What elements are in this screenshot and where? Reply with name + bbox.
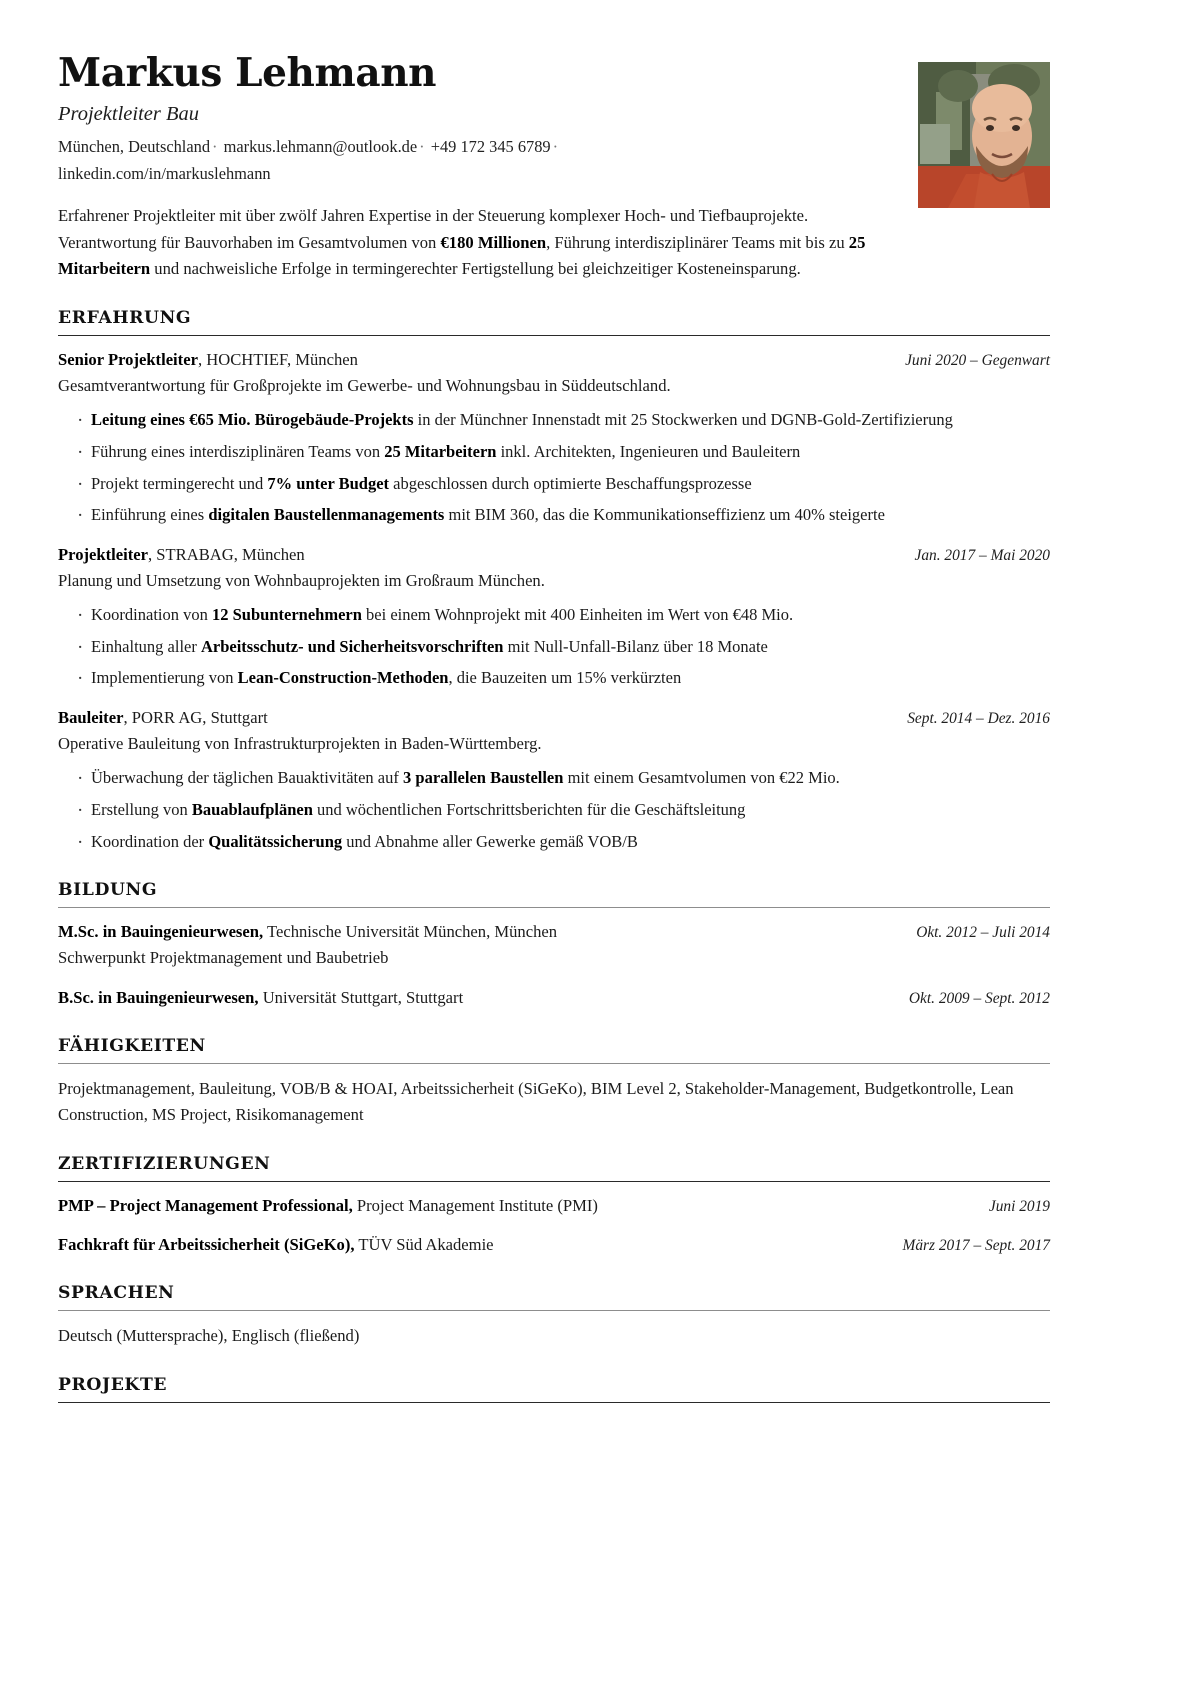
experience-description: Operative Bauleitung von Infrastrukturprojekten in Baden-Württemberg. xyxy=(58,734,542,754)
body-text: mit BIM 360, das die Kommunikationseffizienz um 40% steigerte xyxy=(444,505,885,525)
highlight-text: Arbeitsschutz- und Sicherheitsvorschriften xyxy=(200,636,504,656)
education-entry-head xyxy=(58,986,1050,1010)
certification-entry-head xyxy=(58,1194,1050,1218)
section-experience xyxy=(58,308,1050,854)
experience-date: Sept. 2014 – Dez. 2016 xyxy=(907,710,1050,728)
body-text: , Führung interdisziplinärer Teams mit bis zu xyxy=(546,232,849,252)
contact-email[interactable]: markus.lehmann@outlook.de xyxy=(223,137,418,157)
experience-role-name: Bauleiter xyxy=(58,708,124,728)
certification-issuer: Project Management Institute (PMI) xyxy=(352,1195,598,1215)
highlight-text: €180 Millionen xyxy=(440,232,547,252)
body-text: mit einem Gesamtvolumen von €22 Mio. xyxy=(563,768,840,788)
section-rule-projects xyxy=(58,1402,1050,1403)
highlight-text: digitalen Baustellenmanagements xyxy=(208,505,445,525)
contact-separator-1: · xyxy=(212,137,218,157)
skills-list: Projektmanagement, Bauleitung, VOB/B & HOAI, Arbeitssicherheit (SiGeKo), BIM Level 2, Stakeholder-Management, Budgetkontrolle, Lean Construction, MS Project, Risikomanagement xyxy=(58,1079,1014,1125)
highlight-text: Leitung eines €65 Mio. Bürogebäude-Projekts xyxy=(91,410,414,429)
bullet-item xyxy=(58,830,1050,855)
body-text: inkl. Architekten, Ingenieuren und Bauleitern xyxy=(496,441,801,461)
bullet-item xyxy=(58,472,1050,497)
candidate-name: Markus Lehmann xyxy=(58,50,437,96)
body-text: und nachweisliche Erfolge in termingerechter Fertigstellung bei gleichzeitiger Kosteneinsparung. xyxy=(150,258,801,278)
body-text: Projekt termingerecht und xyxy=(91,473,268,493)
education-degree xyxy=(58,986,891,1010)
bullet-item xyxy=(58,440,1050,465)
body-text: , die Bauzeiten um 15% verkürzten xyxy=(448,668,682,688)
section-education xyxy=(58,880,1050,1010)
education-description: Schwerpunkt Projektmanagement und Baubetrieb xyxy=(58,948,389,968)
header-text-block xyxy=(58,52,894,282)
bullet-item xyxy=(58,766,1050,791)
highlight-text: 12 Subunternehmern xyxy=(212,604,362,624)
contact-separator-2: · xyxy=(419,137,425,157)
highlight-text: 25 Mitarbeitern xyxy=(58,232,866,278)
body-text: mit Null-Unfall-Bilanz über 18 Monate xyxy=(503,636,768,656)
highlight-text: Qualitätssicherung xyxy=(208,831,343,851)
body-text: Koordination der xyxy=(91,831,209,851)
bullet-item xyxy=(58,635,1050,660)
highlight-text: 25 Mitarbeitern xyxy=(384,441,497,461)
section-title-certifications: ZERTIFIZIERUNGEN xyxy=(58,1153,271,1174)
bullet-item xyxy=(58,666,1050,691)
certification-entry xyxy=(58,1233,1050,1257)
education-date: Okt. 2012 – Juli 2014 xyxy=(916,924,1050,942)
experience-bullet-list xyxy=(58,603,1050,691)
section-title-education: BILDUNG xyxy=(58,880,158,901)
experience-role-name: Projektleiter xyxy=(58,545,148,564)
highlight-text: 3 parallelen Baustellen xyxy=(403,768,564,788)
contact-line xyxy=(58,134,698,187)
experience-role-name: Senior Projektleiter xyxy=(58,350,198,370)
education-degree xyxy=(58,920,898,944)
education-institution: Technische Universität München, München xyxy=(263,922,558,942)
experience-company-location: , PORR AG, Stuttgart xyxy=(123,708,268,728)
education-entry xyxy=(58,920,1050,971)
contact-location: München, Deutschland xyxy=(58,137,211,157)
highlight-text: Lean-Construction-Methoden xyxy=(237,668,449,688)
contact-phone[interactable]: +49 172 345 6789 xyxy=(430,137,551,157)
section-title-experience: ERFAHRUNG xyxy=(58,308,192,329)
section-title-projects: PROJEKTE xyxy=(58,1374,168,1395)
section-rule-certifications xyxy=(58,1181,1050,1182)
body-text: Erstellung von xyxy=(91,799,192,819)
section-rule-languages xyxy=(58,1310,1050,1311)
certification-name-block xyxy=(58,1194,971,1218)
experience-company-location: , HOCHTIEF, München xyxy=(197,350,358,370)
section-projects xyxy=(58,1375,1050,1403)
experience-entry-head xyxy=(58,706,1050,730)
body-text: und Abnahme aller Gewerke gemäß VOB/B xyxy=(342,831,638,851)
certification-name: Fachkraft für Arbeitssicherheit (SiGeKo), xyxy=(58,1234,355,1254)
body-text: Einhaltung aller xyxy=(91,636,201,656)
experience-date: Juni 2020 – Gegenwart xyxy=(905,352,1050,370)
certification-name-block xyxy=(58,1233,885,1257)
body-text: Einführung eines xyxy=(91,505,209,525)
experience-entry xyxy=(58,348,1050,528)
contact-separator-3: · xyxy=(552,137,559,157)
body-text: und wöchentlichen Fortschrittsberichten für die Geschäftsleitung xyxy=(312,799,746,819)
experience-entry xyxy=(58,706,1050,854)
experience-role xyxy=(58,706,889,730)
languages-list: Deutsch (Muttersprache), Englisch (fließend) xyxy=(58,1325,360,1345)
bullet-item xyxy=(58,408,1050,433)
highlight-text: Bauablaufplänen xyxy=(191,799,313,819)
education-date: Okt. 2009 – Sept. 2012 xyxy=(908,990,1050,1008)
body-text: in der Münchner Innenstadt mit 25 Stockwerken und DGNB-Gold-Zertifizierung xyxy=(413,410,953,429)
experience-date: Jan. 2017 – Mai 2020 xyxy=(914,547,1050,564)
profile-photo xyxy=(918,62,1050,208)
education-entry xyxy=(58,986,1050,1010)
contact-linkedin[interactable]: linkedin.com/in/markuslehmann xyxy=(58,163,271,183)
body-text: Koordination von xyxy=(91,604,212,624)
education-entry-head xyxy=(58,920,1050,944)
certification-date: Juni 2019 xyxy=(988,1197,1050,1215)
body-text: Führung eines interdisziplinären Teams von xyxy=(91,441,385,461)
body-text: Erfahrener Projektleiter mit über zwölf Jahren Expertise in der Steuerung komplexer Hoch- und Tiefbauprojekte. Verantwortung für Bauvorhaben im Gesamtvolumen von xyxy=(58,206,809,252)
section-rule-skills xyxy=(58,1063,1050,1064)
section-rule-experience xyxy=(58,335,1050,336)
resume-header xyxy=(58,52,1050,282)
experience-entry-head xyxy=(58,543,1050,567)
education-degree-name: M.Sc. in Bauingenieurwesen, xyxy=(58,922,264,942)
body-text: abgeschlossen durch optimierte Beschaffungsprozesse xyxy=(389,473,752,493)
bullet-item xyxy=(58,603,1050,628)
section-title-languages: SPRACHEN xyxy=(58,1282,175,1303)
section-title-skills: FÄHIGKEITEN xyxy=(58,1036,206,1057)
bullet-item xyxy=(58,798,1050,823)
body-text: bei einem Wohnprojekt mit 400 Einheiten im Wert von €48 Mio. xyxy=(361,604,794,624)
certification-entry xyxy=(58,1194,1050,1218)
body-text: Überwachung der täglichen Bauaktivitäten auf xyxy=(91,768,404,788)
section-languages xyxy=(58,1283,1050,1349)
education-degree-name: B.Sc. in Bauingenieurwesen, xyxy=(58,988,259,1008)
experience-entry xyxy=(58,543,1050,691)
section-certifications xyxy=(58,1154,1050,1257)
body-text: Implementierung von xyxy=(91,668,238,688)
experience-role xyxy=(58,348,887,372)
experience-bullet-list xyxy=(58,766,1050,854)
experience-bullet-list xyxy=(58,408,1050,528)
section-rule-education xyxy=(58,907,1050,908)
certification-date: März 2017 – Sept. 2017 xyxy=(902,1236,1050,1254)
highlight-text: 7% unter Budget xyxy=(267,473,390,493)
experience-company-location: , STRABAG, München xyxy=(148,545,305,564)
professional-summary xyxy=(58,203,878,282)
education-institution: Universität Stuttgart, Stuttgart xyxy=(258,988,464,1008)
experience-entry-head xyxy=(58,348,1050,372)
candidate-job-title: Projektleiter Bau xyxy=(58,102,199,125)
certification-name: PMP – Project Management Professional, xyxy=(58,1195,353,1215)
certification-entry-head xyxy=(58,1233,1050,1257)
bullet-item xyxy=(58,503,1050,528)
experience-description: Planung und Umsetzung von Wohnbauprojekten im Großraum München. xyxy=(58,571,545,591)
section-skills xyxy=(58,1036,1050,1127)
experience-role xyxy=(58,543,896,567)
experience-description: Gesamtverantwortung für Großprojekte im Gewerbe- und Wohnungsbau in Süddeutschland. xyxy=(58,376,671,396)
certification-issuer: TÜV Süd Akademie xyxy=(354,1234,494,1254)
